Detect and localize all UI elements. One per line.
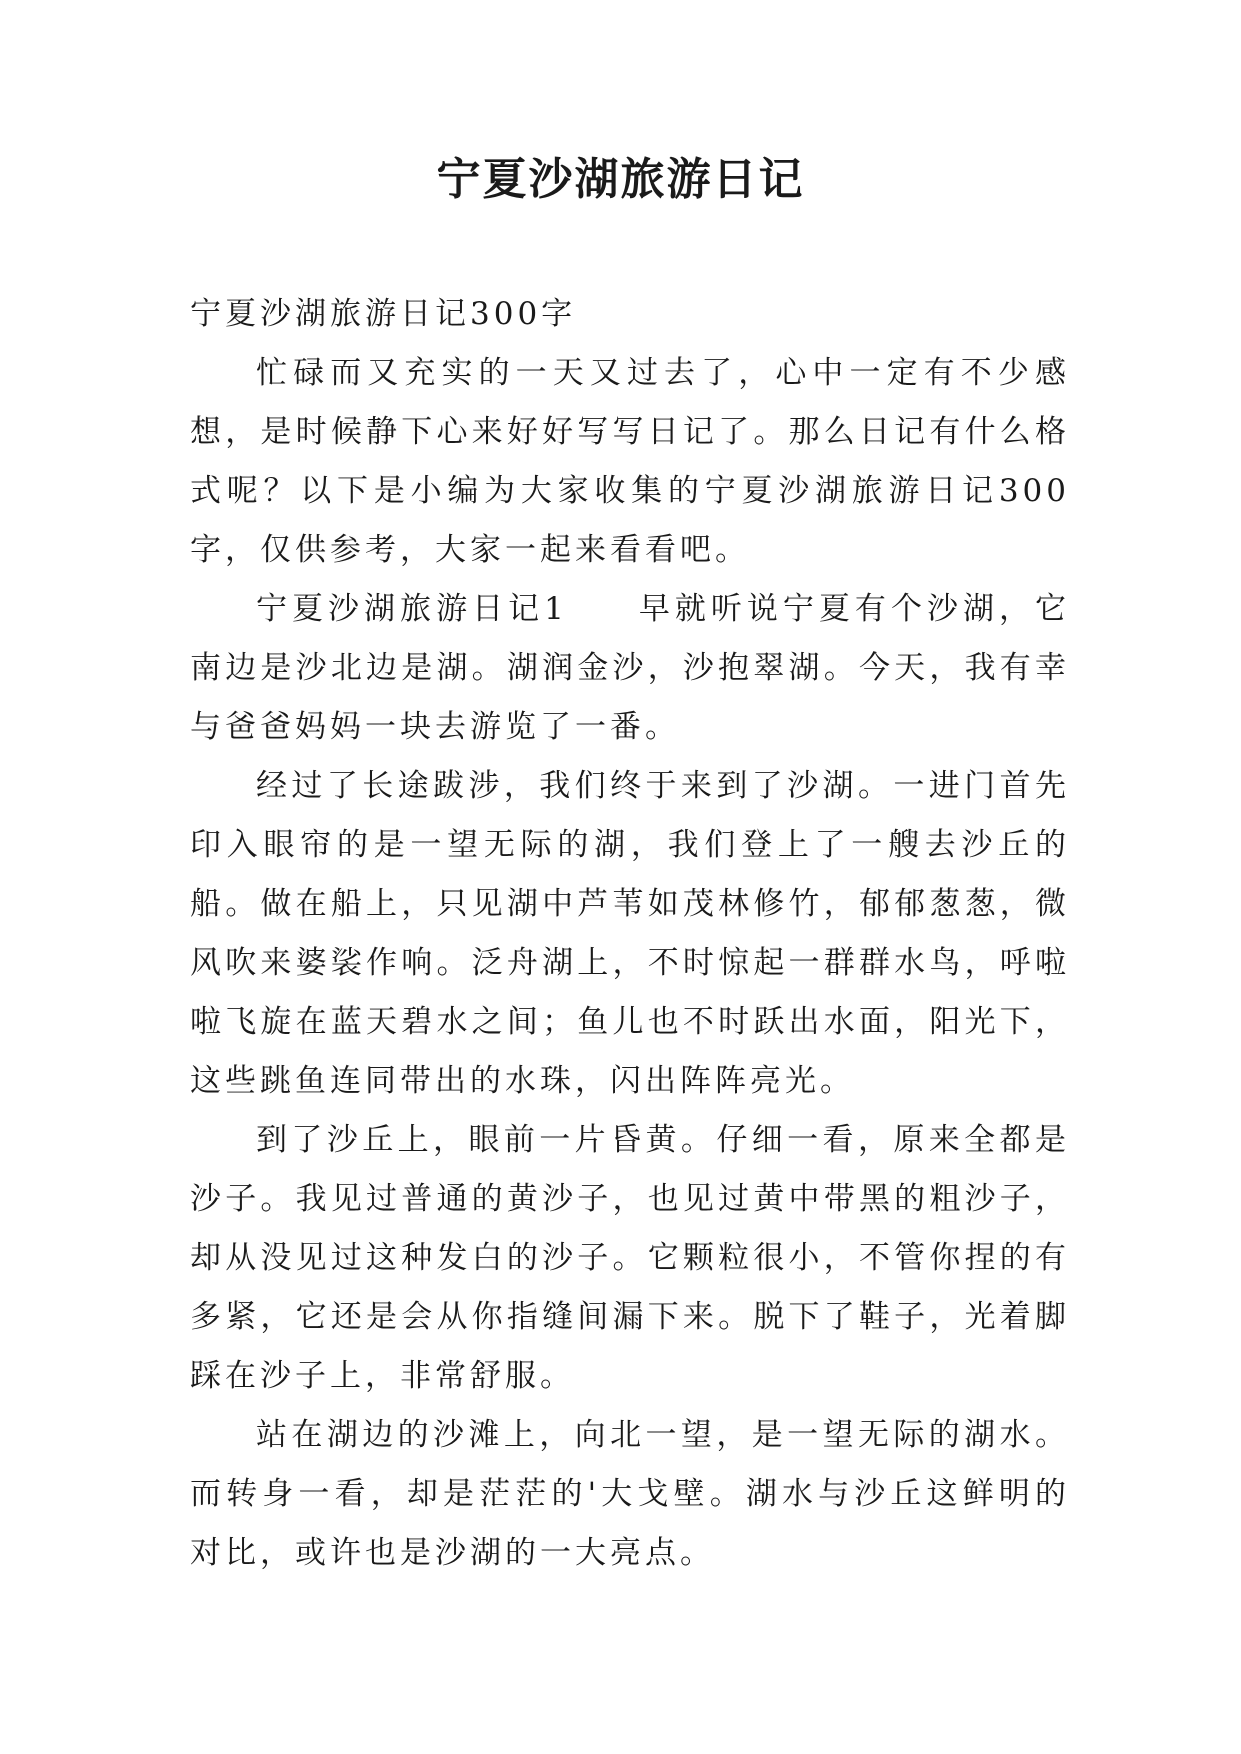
entry-1-paragraph xyxy=(190,580,1070,757)
entry-1-text: 早就听说宁夏有个沙湖，它南边是沙北边是湖。湖润金沙，沙抱翠湖。今天，我有幸与爸爸妈妈一块去游览了一番。 xyxy=(190,591,1071,745)
document-subtitle: 宁夏沙湖旅游日记300字 xyxy=(190,296,577,332)
document-body xyxy=(190,285,1070,1583)
entry-1-heading: 宁夏沙湖旅游日记1 xyxy=(256,591,568,627)
intro-paragraph: 忙碌而又充实的一天又过去了，心中一定有不少感想，是时候静下心来好好写写日记了。那么日记有什么格式呢？以下是小编为大家收集的宁夏沙湖旅游日记300字，仅供参考，大家一起来看看吧。 xyxy=(190,355,1070,568)
journey-paragraph: 经过了长途跋涉，我们终于来到了沙湖。一进门首先印入眼帘的是一望无际的湖，我们登上了一艘去沙丘的船。做在船上，只见湖中芦苇如茂林修竹，郁郁葱葱，微风吹来婆裟作响。泛舟湖上，不时惊起一群群水鸟，呼啦啦飞旋在蓝天碧水之间；鱼儿也不时跃出水面，阳光下，这些跳鱼连同带出的水珠，闪出阵阵亮光。 xyxy=(190,768,1070,1099)
lakeside-paragraph: 站在湖边的沙滩上，向北一望，是一望无际的湖水。而转身一看，却是茫茫的'大戈壁。湖水与沙丘这鲜明的对比，或许也是沙湖的一大亮点。 xyxy=(190,1417,1070,1571)
document-title: 宁夏沙湖旅游日记 xyxy=(436,154,805,205)
sand-dune-paragraph: 到了沙丘上，眼前一片昏黄。仔细一看，原来全都是沙子。我见过普通的黄沙子，也见过黄中带黑的粗沙子，却从没见过这种发白的沙子。它颗粒很小，不管你捏的有多紧，它还是会从你指缝间漏下来。脱下了鞋子，光着脚踩在沙子上，非常舒服。 xyxy=(190,1122,1070,1394)
